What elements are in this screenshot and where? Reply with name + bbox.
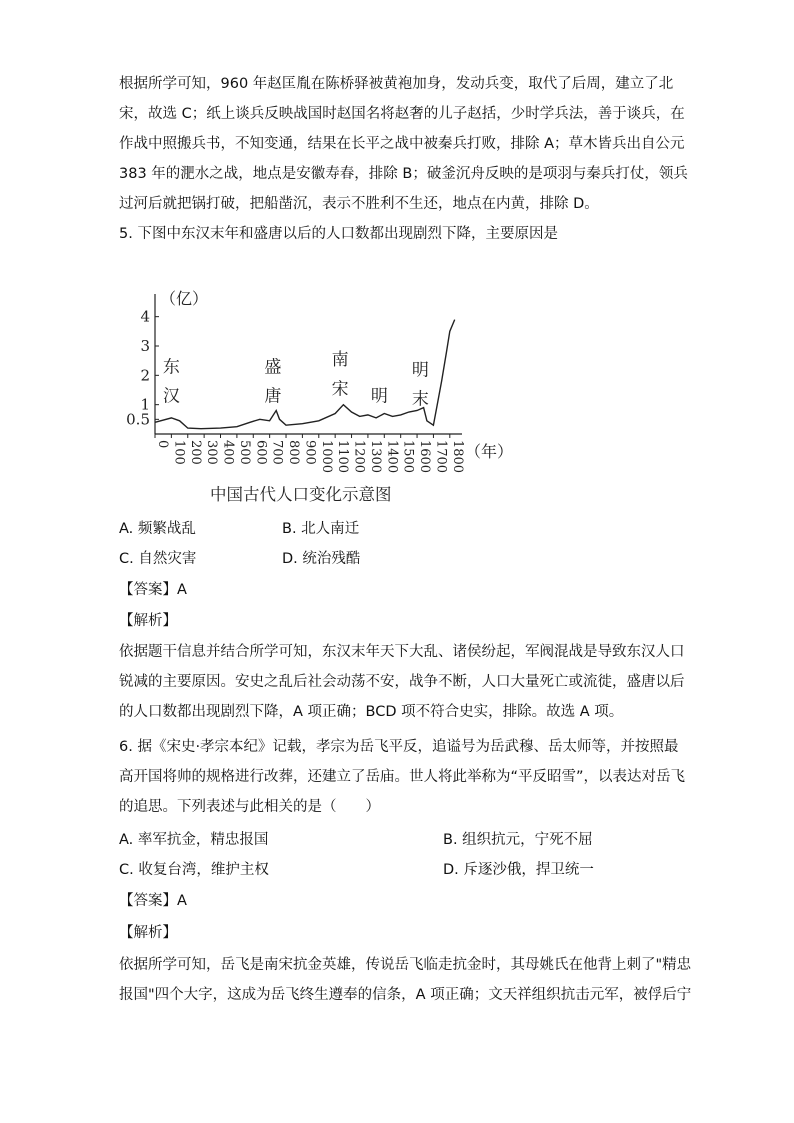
intro-line: 宋，故选 C；纸上谈兵反映战国时赵国名将赵奢的儿子赵括，少时学兵法，善于谈兵，在 (119, 106, 685, 122)
y-tick-label: 0.5 (126, 410, 150, 429)
x-tick-label: 1600 (417, 440, 433, 474)
y-tick-label: 2 (140, 366, 150, 385)
intro-line: 过河后就把锅打破，把船凿沉，表示不胜利不生还，地点在内黄，排除 D。 (119, 196, 599, 212)
y-tick-label: 1 (140, 395, 150, 414)
x-tick-label: 400 (220, 440, 236, 465)
q6-analysis-line: 报国"四个大字，这成为岳飞终生遵奉的信条，A 项正确；文天祥组织抗击元军，被俘后宁 (119, 987, 692, 1003)
q6-stem-line: 的追思。下列表述与此相关的是（ ） (119, 799, 380, 815)
chart-title: 中国古代人口变化示意图 (210, 485, 392, 504)
q5-answer: 【答案】A (119, 582, 187, 598)
x-tick-label: 1100 (335, 440, 351, 474)
y-tick-label: 3 (140, 337, 150, 355)
chart-annotation-label: 明 (370, 386, 388, 407)
q5-analysis-line: 的人口数都出现剧烈下降，A 项正确；BCD 项不符合史实，排除。故选 A 项。 (119, 704, 624, 720)
q6-option-d: D. 斥逐沙俄，捍卫统一 (443, 862, 594, 878)
y-tick-label: 4 (140, 307, 150, 326)
chart-y-ticks (126, 308, 159, 429)
x-tick-label: 100 (171, 440, 187, 465)
q6-analysis-line: 依据所学可知，岳飞是南宋抗金英雄，传说岳飞临走抗金时，其母姚氏在他背上刺了"精忠 (119, 957, 692, 973)
x-tick-label: 1800 (449, 440, 465, 474)
q6-option-b: B. 组织抗元，宁死不屈 (443, 832, 593, 848)
x-tick-label: 1200 (351, 440, 367, 474)
x-tick-label: 900 (302, 440, 318, 465)
q5-option-c: C. 自然灾害 (119, 551, 197, 567)
chart-annotation-label: 明 (411, 360, 429, 381)
x-tick-label: 500 (236, 440, 252, 465)
x-tick-label: 0 (155, 440, 170, 449)
population-chart (126, 282, 514, 512)
q5-option-d: D. 统治残酷 (282, 551, 361, 567)
intro-line: 383 年的淝水之战，地点是安徽寿春，排除 B；破釜沉舟反映的是项羽与秦兵打仗，领兵 (119, 166, 688, 182)
x-tick-label: 800 (286, 440, 302, 465)
chart-annotations (163, 350, 429, 410)
q5-stem: 5. 下图中东汉末年和盛唐以后的人口数都出现剧烈下降，主要原因是 (119, 226, 558, 242)
q6-option-c: C. 收复台湾，维护主权 (119, 862, 269, 878)
q5-option-b: B. 北人南迁 (282, 521, 360, 537)
q5-option-a: A. 频繁战乱 (119, 521, 196, 537)
x-tick-label: 1300 (367, 440, 383, 474)
q5-analysis-label: 【解析】 (119, 613, 177, 629)
x-tick-label: 600 (253, 440, 269, 465)
q5-analysis-line: 依据题干信息并结合所学可知，东汉末年天下大乱、诸侯纷起，军阀混战是导致东汉人口 (119, 644, 685, 660)
x-tick-label: 1000 (318, 440, 334, 474)
x-tick-label: 1700 (433, 440, 449, 474)
chart-x-ticks (155, 434, 465, 473)
x-axis-label: （年） (465, 442, 514, 461)
x-tick-label: 200 (187, 440, 203, 465)
y-axis-label: （亿） (160, 289, 209, 308)
population-line (155, 320, 455, 429)
chart-annotation-label: 末 (411, 389, 429, 410)
chart-annotation-label: 宋 (331, 379, 349, 400)
intro-line: 根据所学可知，960 年赵匡胤在陈桥驿被黄袍加身，发动兵变，取代了后周，建立了北 (119, 76, 674, 92)
x-tick-label: 1500 (400, 440, 416, 474)
q6-answer: 【答案】A (119, 893, 187, 909)
q5-analysis-line: 锐减的主要原因。安史之乱后社会动荡不安，战争不断，人口大量死亡或流徙，盛唐以后 (119, 674, 685, 690)
x-tick-label: 300 (204, 440, 220, 465)
chart-annotation-label: 东 (162, 357, 180, 378)
x-tick-label: 700 (269, 440, 285, 465)
chart-annotation-label: 南 (331, 350, 349, 371)
chart-annotation-label: 唐 (264, 386, 282, 407)
q6-stem-line: 6. 据《宋史·孝宗本纪》记载，孝宗为岳飞平反，追谥号为岳武穆、岳太师等，并按照最 (119, 739, 679, 755)
q6-analysis-label: 【解析】 (119, 925, 177, 941)
chart-annotation-label: 盛 (264, 357, 282, 378)
q6-option-a: A. 率军抗金，精忠报国 (119, 832, 269, 848)
chart-annotation-label: 汉 (162, 386, 180, 407)
q6-stem-line: 高开国将帅的规格进行改葬，还建立了岳庙。世人将此举称为“平反昭雪”，以表达对岳飞 (119, 769, 686, 785)
x-tick-label: 1400 (384, 440, 400, 474)
intro-line: 作战中照搬兵书，不知变通，结果在长平之战中被秦兵打败，排除 A；草木皆兵出自公元 (119, 136, 685, 152)
chart-svg (126, 282, 514, 512)
